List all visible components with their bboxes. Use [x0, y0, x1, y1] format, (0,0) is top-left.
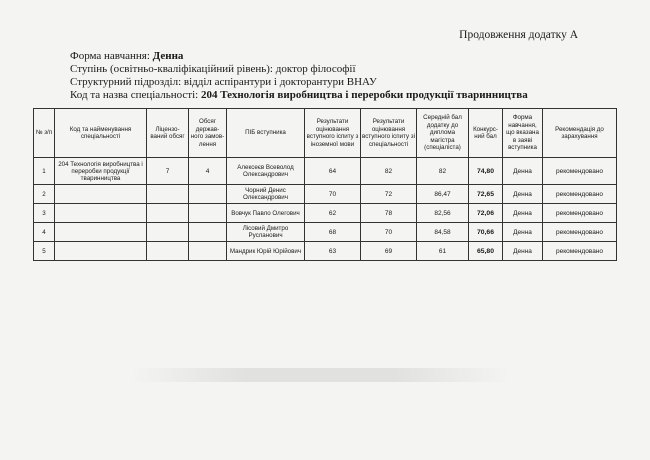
- cell-licensed: [147, 223, 189, 242]
- cell-score: 74,80: [469, 158, 503, 185]
- cell-language-exam: 63: [305, 242, 361, 261]
- cell-score: 70,66: [469, 223, 503, 242]
- cell-recommendation: рекомендовано: [543, 204, 617, 223]
- cell-specialty-exam: 78: [361, 204, 417, 223]
- cell-recommendation: рекомендовано: [543, 242, 617, 261]
- study-form-label: Форма навчання:: [70, 50, 150, 62]
- table-row: [34, 242, 617, 261]
- cell-form: Денна: [503, 158, 543, 185]
- cell-name: Вовчук Павло Олегович: [227, 204, 305, 223]
- cell-specialty: 204 Технологія виробництва і переробки продукції тваринництва: [55, 158, 147, 185]
- cell-form: Денна: [503, 242, 543, 261]
- study-form-line: [70, 50, 528, 63]
- cell-licensed: 7: [147, 158, 189, 185]
- specialty-value: 204 Технологія виробництва і переробки продукції тваринництва: [200, 89, 528, 101]
- cell-number: 1: [34, 158, 55, 185]
- cell-number: 4: [34, 223, 55, 242]
- cell-score: 72,06: [469, 204, 503, 223]
- col-header-licensed: Ліцензо-ваний обсяг: [147, 109, 189, 158]
- cell-specialty: [55, 204, 147, 223]
- cell-language-exam: 70: [305, 185, 361, 204]
- cell-specialty-exam: 70: [361, 223, 417, 242]
- cell-specialty-exam: 72: [361, 185, 417, 204]
- appendix-note: Продовження додатку А: [459, 29, 578, 41]
- cell-average: 61: [417, 242, 469, 261]
- table-row: [34, 204, 617, 223]
- col-header-name: ПІБ вступника: [227, 109, 305, 158]
- cell-average: 82: [417, 158, 469, 185]
- cell-name: Алексеєв Всеволод Олександрович: [227, 158, 305, 185]
- cell-state-order: [189, 185, 227, 204]
- cell-average: 86,47: [417, 185, 469, 204]
- col-header-language-exam: Результати оцінювання вступного іспиту з іноземної мови: [305, 109, 361, 158]
- cell-score: 65,80: [469, 242, 503, 261]
- scan-artifact: [130, 368, 510, 382]
- cell-name: Мандрик Юрій Юрійович: [227, 242, 305, 261]
- col-header-specialty-exam: Результати оцінювання вступного іспиту зі спеціальності: [361, 109, 417, 158]
- degree-line: Ступінь (освітньо-кваліфікаційний рівень): доктор філософії: [70, 63, 356, 75]
- unit-line: Структурний підрозділ: відділ аспірантури і докторантури ВНАУ: [70, 76, 377, 88]
- cell-language-exam: 64: [305, 158, 361, 185]
- cell-state-order: [189, 223, 227, 242]
- col-header-state-order: Обсяг держав-ного замов-лення: [189, 109, 227, 158]
- cell-recommendation: рекомендовано: [543, 158, 617, 185]
- cell-specialty-exam: 69: [361, 242, 417, 261]
- specialty-label: Код та назва спеціальності:: [70, 89, 199, 101]
- cell-score: 72,65: [469, 185, 503, 204]
- cell-specialty: [55, 185, 147, 204]
- cell-number: 5: [34, 242, 55, 261]
- col-header-recommendation: Рекомендація до зарахування: [543, 109, 617, 158]
- table-header-row: [34, 109, 617, 158]
- document-meta: [70, 50, 528, 102]
- cell-form: Денна: [503, 223, 543, 242]
- col-header-average: Середній бал додатку до диплома магістра (спеціаліста): [417, 109, 469, 158]
- cell-licensed: [147, 204, 189, 223]
- col-header-specialty: Код та найменування спеціальності: [55, 109, 147, 158]
- cell-name: Чорний Денис Олександрович: [227, 185, 305, 204]
- cell-specialty-exam: 82: [361, 158, 417, 185]
- cell-language-exam: 68: [305, 223, 361, 242]
- cell-form: Денна: [503, 204, 543, 223]
- specialty-line: [70, 89, 528, 102]
- cell-number: 2: [34, 185, 55, 204]
- cell-state-order: 4: [189, 158, 227, 185]
- cell-average: 82,56: [417, 204, 469, 223]
- cell-recommendation: рекомендовано: [543, 223, 617, 242]
- cell-specialty: [55, 223, 147, 242]
- cell-recommendation: рекомендовано: [543, 185, 617, 204]
- col-header-number: № з/п: [34, 109, 55, 158]
- cell-language-exam: 62: [305, 204, 361, 223]
- cell-form: Денна: [503, 185, 543, 204]
- cell-state-order: [189, 242, 227, 261]
- table-row: [34, 223, 617, 242]
- cell-name: Лісовий Дмитро Русланович: [227, 223, 305, 242]
- study-form-value: Денна: [152, 50, 184, 62]
- table-row: [34, 185, 617, 204]
- col-header-score: Конкурс-ний бал: [469, 109, 503, 158]
- admission-table: [33, 108, 617, 261]
- table-row: [34, 158, 617, 185]
- cell-specialty: [55, 242, 147, 261]
- cell-licensed: [147, 242, 189, 261]
- col-header-form: Форма навчання, що вказана в заяві вступника: [503, 109, 543, 158]
- cell-average: 84,58: [417, 223, 469, 242]
- cell-state-order: [189, 204, 227, 223]
- cell-number: 3: [34, 204, 55, 223]
- cell-licensed: [147, 185, 189, 204]
